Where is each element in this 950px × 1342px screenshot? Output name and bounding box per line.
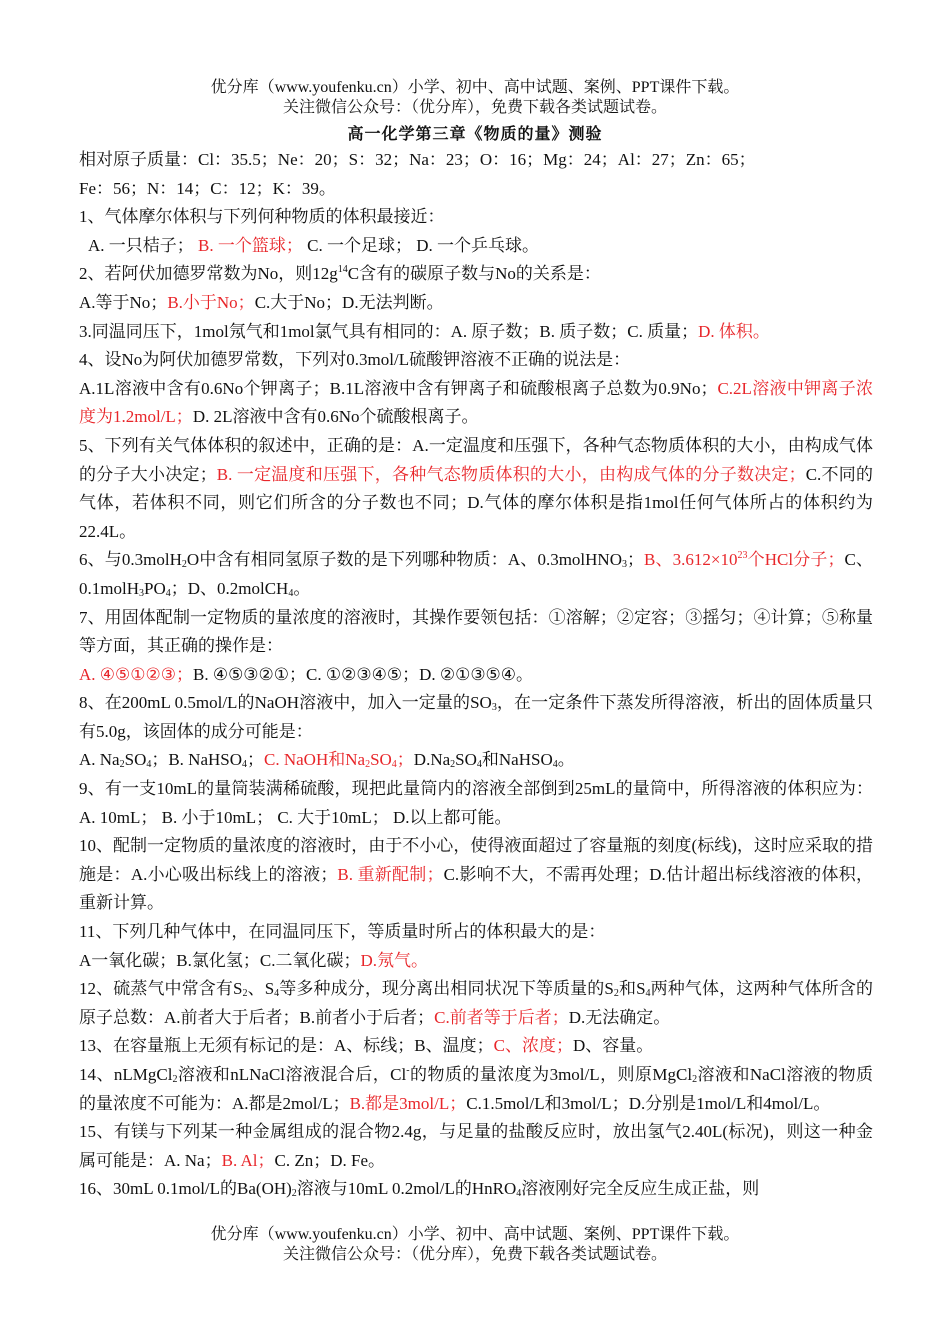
question-15: 15、有镁与下列某一种金属组成的混合物2.4g，与足量的盐酸反应时，放出氢气2.40L(标况)，则这一种金属可能是：A. Na；B. Al；C. Zn；D. Fe。 [79, 1122, 873, 1170]
question-11-options: A一氧化碳；B.氯化氢；C.二氧化碳；D.氖气。 [79, 950, 428, 970]
question-7-stem: 7、用固体配制一定物质的量浓度的溶液时，其操作要领包括：①溶解；②定容；③摇匀；④计算；⑤称量等方面，其正确的操作是： [79, 607, 873, 656]
question-7-options: A. ④⑤①②③；B. ④⑤③②①；C. ①②③④⑤；D. ②①③⑤④。 [79, 664, 534, 684]
question-16: 16、30mL 0.1mol/L的$Ba(OH)_2$溶液与10mL 0.2mol/L的HnRO$_4$溶液刚好完全反应生成正盐，则 [79, 1179, 760, 1200]
question-6: 6、与0.3molH$_2$O中含有相同氢原子数的是下列哪种物质：A、0.3molHNO$_3$；B、$3.612\times 10^{23}$个HCl分子；C、$0.1molH_3PO_4$；D、0.2molCH$_4$。 [79, 550, 873, 599]
q1-answer: B. 一个篮球； [198, 235, 303, 255]
q13-answer: C、浓度； [493, 1036, 573, 1056]
q6-answer: B、$3.612\times 10^{23}$个HCl分子； [643, 550, 845, 570]
header-line-2: 关注微信公众号：（优分库），免费下载各类试题试卷。 [282, 99, 667, 116]
q3-answer: D. 体积。 [698, 321, 770, 341]
q2-answer: B.小于No； [167, 292, 255, 312]
question-4-options: A.1L溶液中含有0.6No个钾离子；B.1L溶液中含有钾离子和硫酸根离子总数为0.9No；C.2L溶液中钾离子浓度为1.2mol/L；D. 2L溶液中含有0.6No个硫酸根离子。 [79, 378, 873, 427]
q15-answer: B. Al； [221, 1150, 275, 1170]
footer-line-2: 关注微信公众号：（优分库），免费下载各类试题试卷。 [282, 1246, 667, 1263]
footer-line-1: 优分库（www.youfenku.cn）小学、初中、高中试题、案例、PPT课件下载。 [210, 1226, 740, 1243]
q10-answer: B. 重新配制； [337, 864, 444, 884]
q8-answer: C. NaOH和$Na_2SO_4$； [264, 750, 414, 771]
q11-answer: D.氖气。 [360, 950, 428, 970]
atomic-masses-line-1: 相对原子质量：Cl：35.5；Ne：20；S：32；Na：23；O：16；Mg：24；Al：27；Zn：65； [79, 150, 756, 169]
question-2-stem: 2、若阿伏加德罗常数为No，则$12g^{14}C$含有的碳原子数与No的关系是： [79, 264, 601, 284]
header-line-1: 优分库（www.youfenku.cn）小学、初中、高中试题、案例、PPT课件下载。 [210, 79, 740, 96]
q14-answer: B.都是3mol/L； [349, 1093, 467, 1113]
document-body [79, 146, 873, 1204]
question-3: 3.同温同压下，1mol氖气和1mol氯气具有相同的：A. 原子数；B. 质子数；C. 质量；D. 体积。 [79, 321, 770, 341]
question-14: 14、nLMgCl$_2$溶液和nLNaCl溶液混合后，Cl-的物质的量浓度为3mol/L，则原MgCl$_2$溶液和NaCl溶液的物质的量浓度不可能为：A.都是2mol/L；B.都是3mol/L；C.1.5mol/L和3mol/L；D.分别是1mol/L和4mol/L。 [79, 1065, 874, 1113]
question-1-options [79, 232, 873, 261]
question-8-stem: 8、在200mL 0.5mol/L的NaOH溶液中，加入一定量的$SO_3$，在一定条件下蒸发所得溶液，析出的固体质量只有5.0g，该固体的成分可能是： [79, 693, 874, 741]
question-10: 10、配制一定物质的量浓度的溶液时，由于不小心，使得液面超过了容量瓶的刻度(标线)，这时应采取的措施是：A.小心吸出标线上的溶液；B. 重新配制；C.影响不大，不需再处理；D.估计超出标线溶液的体积，重新计算。 [79, 836, 874, 913]
question-8-options: A. $Na_2SO_4$；B. NaHSO$_4$；C. NaOH和$Na_2SO_4$；$D.Na_2SO_4$和NaHSO$_4$。 [79, 750, 575, 771]
q1-option-a: A. 一只桔子； [88, 235, 194, 255]
question-11-stem: 11、下列几种气体中，在同温同压下，等质量时所占的体积最大的是： [79, 922, 606, 942]
question-13: 13、在容量瓶上无须有标记的是：A、标线；B、温度；C、浓度；D、容量。 [79, 1036, 654, 1056]
question-12: 12、硫蒸气中常含有$S_2$、$S_4$等多种成分，现分离出相同状况下等质量的$S_2$和$S_4$两种气体，这两种气体所含的原子总数：A.前者大于后者；B.前者小于后者；C.前者等于后者；D.无法确定。 [79, 979, 873, 1027]
q7-answer: A. ④⑤①②③； [79, 664, 193, 684]
question-1-stem: 1、气体摩尔体积与下列何种物质的体积最接近： [79, 207, 445, 227]
q5-answer: B. 一定温度和压强下，各种气态物质体积的大小，由构成气体的分子数决定； [216, 464, 806, 484]
q4-answer: C.2L溶液中钾离子浓度为1.2mol/L； [79, 378, 873, 427]
question-5: 5、下列有关气体体积的叙述中，正确的是：A.一定温度和压强下，各种气态物质体积的大小，由构成气体的分子大小决定；B. 一定温度和压强下，各种气态物质体积的大小，由构成气体的分子数决定；C.不同的气体，若体积不同，则它们所含的分子数也不同；D.气体的摩尔体积是指1mol任何气体所占的体积约为22.4L。 [79, 435, 874, 541]
q12-answer: C.前者等于后者； [434, 1007, 569, 1027]
question-9: 9、有一支10mL的量筒装满稀硫酸，现把此量筒内的溶液全部倒到25mL的量筒中，所得溶液的体积应为： A. 10mL； B. 小于10mL； C. 大于10mL； D.以上都可能。 [79, 779, 873, 827]
question-4-stem: 4、设No为阿伏加德罗常数，下列对0.3mol/L硫酸钾溶液不正确的说法是： [79, 350, 631, 370]
q1-option-cd: C. 一个足球； D. 一个乒乓球。 [307, 235, 539, 255]
page-title: 高一化学第三章《物质的量》测验 [347, 126, 603, 143]
atomic-masses-line-2: Fe：56；N：14；C：12；K：39。 [79, 178, 336, 198]
question-2-options: A.等于No；B.小于No；C.大于No；D.无法判断。 [79, 292, 444, 312]
